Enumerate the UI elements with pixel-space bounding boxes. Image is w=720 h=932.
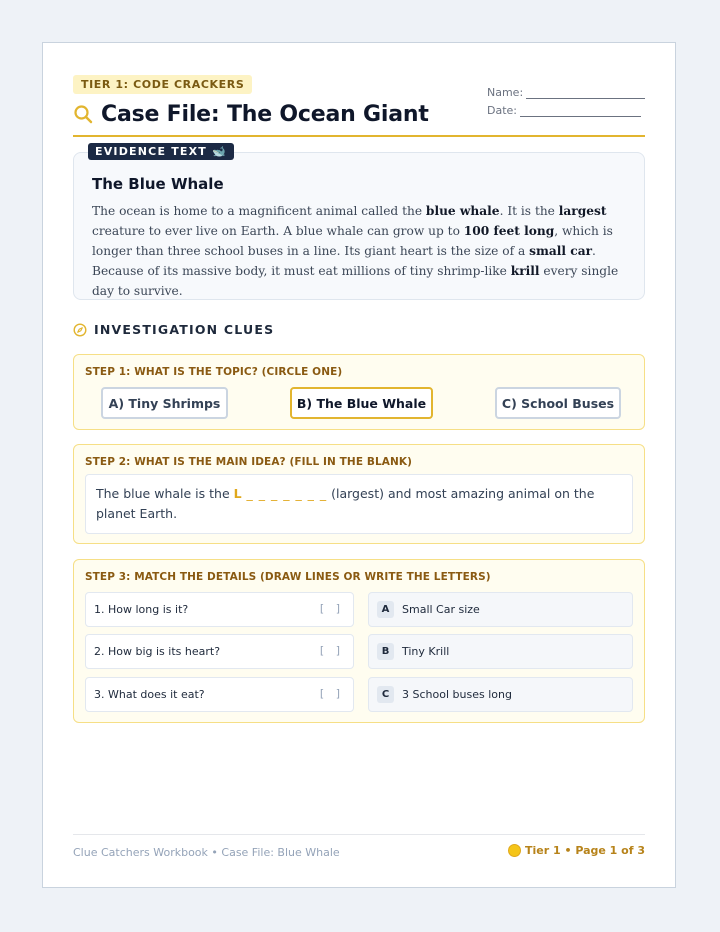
clues-heading-label: INVESTIGATION CLUES [94, 322, 275, 337]
match-question[interactable] [85, 677, 354, 712]
step-1-label: STEP 1: WHAT IS THE TOPIC? (CIRCLE ONE) [85, 366, 343, 378]
match-question[interactable] [85, 592, 354, 627]
match-answer[interactable] [368, 634, 633, 669]
compass-icon [73, 323, 87, 337]
answer-letter: A [377, 601, 394, 618]
answer-letter: C [377, 686, 394, 703]
match-answer[interactable] [368, 592, 633, 627]
evidence-keyword: 100 feet long [463, 224, 555, 238]
clues-heading [73, 322, 274, 337]
evidence-keyword: krill [510, 264, 540, 278]
step-2-box [73, 444, 645, 544]
coin-icon [508, 844, 521, 857]
answer-letter: B [377, 643, 394, 660]
option-blue-whale[interactable]: B) The Blue Whale [290, 387, 433, 419]
blank-text-before: The blue whale is the [96, 486, 234, 501]
evidence-text-segment: The ocean is home to a magnificent animal called the [92, 204, 426, 218]
step-3-label: STEP 3: MATCH THE DETAILS (DRAW LINES OR WRITE THE LETTERS) [85, 571, 491, 583]
evidence-text-segment: every single day to survive. [92, 264, 619, 298]
answer-text: Small Car size [402, 603, 480, 616]
evidence-keyword: largest [558, 204, 607, 218]
date-label: Date: [487, 104, 517, 117]
name-date-block [487, 81, 645, 117]
tier-badge: TIER 1: CODE CRACKERS [73, 75, 252, 94]
answer-bracket[interactable]: [ ] [319, 687, 344, 700]
evidence-paragraph [92, 201, 630, 301]
match-answer[interactable] [368, 677, 633, 712]
footer-divider [73, 834, 645, 835]
evidence-keyword: small car [529, 244, 593, 258]
evidence-title: The Blue Whale [92, 175, 224, 193]
footer-workbook-title: Clue Catchers Workbook • Case File: Blue Whale [73, 846, 340, 859]
worksheet-page [42, 42, 676, 888]
magnifier-icon [73, 104, 93, 124]
footer-page-text: Tier 1 • Page 1 of 3 [525, 844, 645, 857]
fill-blank-field[interactable] [85, 474, 633, 534]
evidence-keyword: blue whale [425, 204, 500, 218]
name-label: Name: [487, 86, 524, 99]
answer-bracket[interactable]: [ ] [319, 644, 344, 657]
footer-page-indicator [508, 844, 645, 857]
evidence-text-segment: creature to ever live on Earth. A blue whale can grow up to [92, 224, 464, 238]
step-3-box [73, 559, 645, 723]
step-2-label: STEP 2: WHAT IS THE MAIN IDEA? (FILL IN THE BLANK) [85, 456, 412, 468]
page-title: Case File: The Ocean Giant [101, 101, 429, 127]
option-school-buses[interactable]: C) School Buses [495, 387, 621, 419]
evidence-tag: EVIDENCE TEXT 🐋 [88, 143, 234, 160]
blank-letter: L [233, 486, 242, 501]
evidence-text-segment: . It is the [499, 204, 559, 218]
evidence-panel [73, 145, 645, 300]
question-text: 2. How big is its heart? [94, 645, 221, 658]
evidence-text-segment: , which is longer than three school buses in a line. Its giant heart is the size of a [92, 224, 613, 258]
question-text: 3. What does it eat? [94, 688, 205, 701]
answer-bracket[interactable]: [ ] [319, 602, 344, 615]
date-field[interactable] [520, 105, 641, 117]
option-tiny-shrimps[interactable]: A) Tiny Shrimps [101, 387, 228, 419]
name-field[interactable] [526, 87, 645, 99]
evidence-text-segment: . Because of its massive body, it must eat millions of tiny shrimp-like [92, 244, 596, 278]
answer-text: Tiny Krill [402, 645, 450, 658]
header-divider [73, 135, 645, 137]
blank-text-after: (largest) and most amazing animal on the planet Earth. [96, 486, 595, 521]
match-question[interactable] [85, 634, 354, 669]
answer-text: 3 School buses long [402, 688, 512, 701]
question-text: 1. How long is it? [94, 603, 189, 616]
blank-dashes: _ _ _ _ _ _ _ [241, 486, 328, 501]
step-1-box [73, 354, 645, 430]
title-row [73, 97, 429, 131]
